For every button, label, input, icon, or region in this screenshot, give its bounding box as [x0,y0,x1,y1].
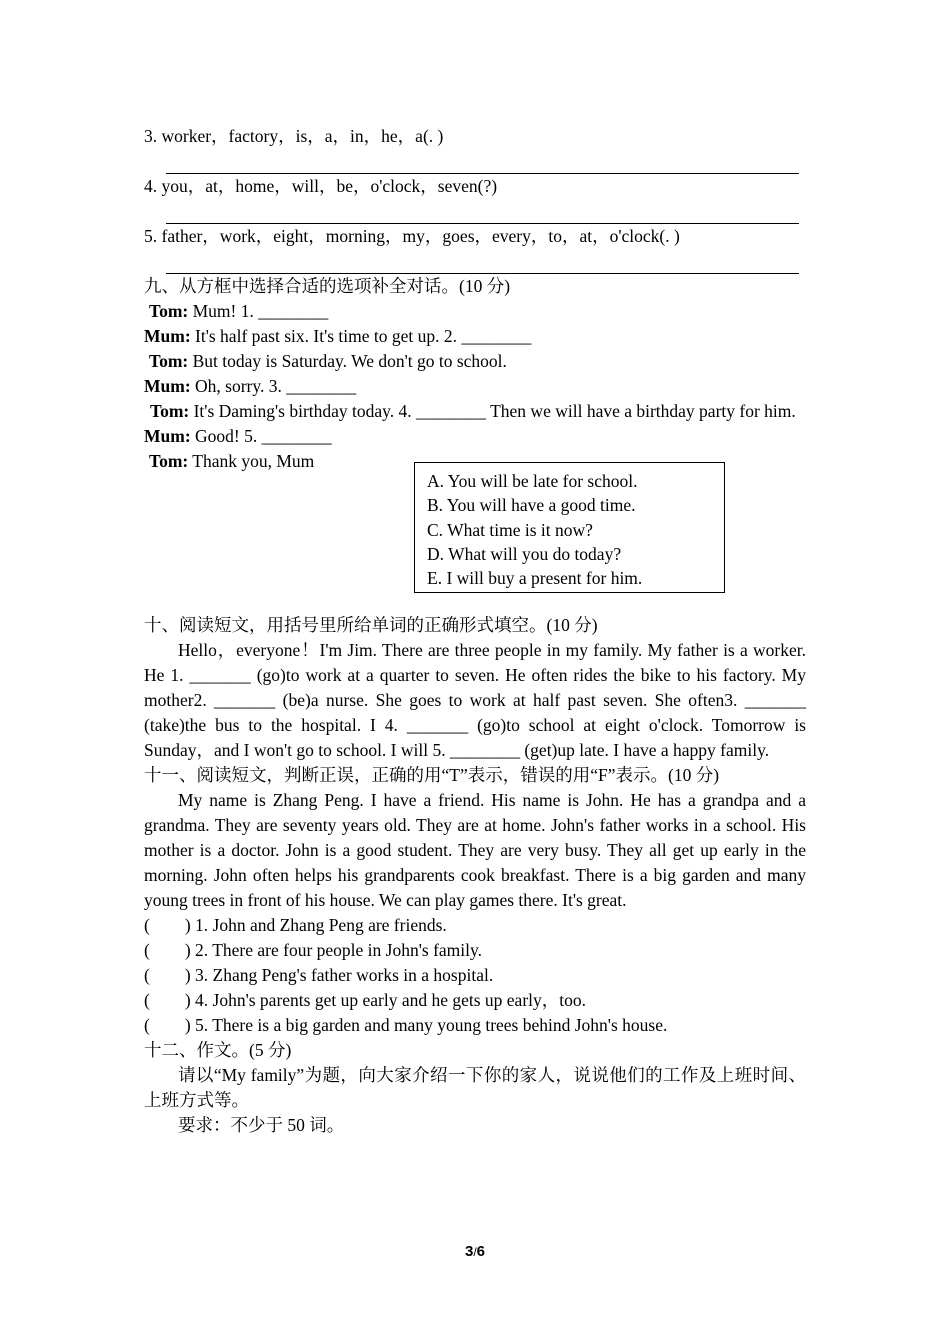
tf-item-1: ( ) 1. John and Zhang Peng are friends. [144,915,447,935]
exam-page [144,124,806,1138]
section12-prompt: 请以“My family”为题，向大家介绍一下你的家人，说说他们的工作及上班时间、上班方式等。 [144,1065,806,1110]
options-box [414,462,725,593]
option-d: D. What will you do today? [427,543,622,564]
section10-title: 十、阅读短文，用括号里所给单词的正确形式填空。(10 分) [144,615,598,635]
section10-passage: Hello，everyone！I'm Jim. There are three people in my family. My father is a worker. He 1. _______ (go)to work at a quarter to seven. He often rides the bike to his factory. My mother2. _______ (be)a nurse. She goes to work at half past seven. She often3. _______ (take)the bus to the hospital. I 4. _______ (go)to school at eight o'clock. Tomorrow is Sunday，and I won't go to school. I will 5. ________ (get)up late. I have a happy family. [144,640,806,760]
dialogue-line-3: Tom: But today is Saturday. We don't go to school. [149,351,507,371]
answer-line-q5[interactable] [166,249,799,274]
dialogue-line-4: Mum: Oh, sorry. 3. ________ [144,376,357,396]
answer-line-q4[interactable] [166,199,799,224]
tf-item-2: ( ) 2. There are four people in John's family. [144,940,482,960]
option-c: C. What time is it now? [427,519,593,540]
dialogue-line-1: Tom: Mum! 1. ________ [149,301,329,321]
tf-item-4: ( ) 4. John's parents get up early and he gets up early，too. [144,990,587,1010]
option-b: B. You will have a good time. [427,495,636,516]
answer-line-q3[interactable] [166,149,799,174]
section11-passage: My name is Zhang Peng. I have a friend. His name is John. He has a grandpa and a grandma. They are seventy years old. They are at home. John's father works in a school. His mother is a doctor. John is a good student. They are very busy. They all get up early in the morning. John often helps his grandparents cook breakfast. There is a big garden and many young trees in front of his house. We can play games there. It's great. [144,790,806,910]
reorder-q5: 5. father，work，eight，morning，my，goes，every，to，at，o'clock(. ) [144,226,680,246]
section11-title: 十一、阅读短文，判断正误，正确的用“T”表示，错误的用“F”表示。(10 分) [144,765,720,785]
page-number: 3/6 [464,1243,486,1260]
tf-item-3: ( ) 3. Zhang Peng's father works in a hospital. [144,965,494,985]
dialogue-line-2: Mum: It's half past six. It's time to get up. 2. ________ [144,326,532,346]
section12-title: 十二、作文。(5 分) [144,1040,292,1060]
dialogue-line-5: Tom: It's Daming's birthday today. 4. ________ Then we will have a birthday party for him. [150,401,796,421]
dialogue-line-6: Mum: Good! 5. ________ [144,426,332,446]
option-e: E. I will buy a present for him. [427,568,643,589]
section9-title: 九、从方框中选择合适的选项补全对话。(10 分) [144,276,511,296]
reorder-q4: 4. you，at，home，will，be，o'clock，seven(?) [144,176,498,196]
tf-item-5: ( ) 5. There is a big garden and many young trees behind John's house. [144,1015,668,1035]
section12-requirement: 要求：不少于 50 词。 [178,1115,345,1135]
dialogue-line-7: Tom: Thank you, Mum [149,451,315,471]
reorder-q3: 3. worker，factory，is，a，in，he，a(. ) [144,126,444,146]
option-a: A. You will be late for school. [427,471,638,491]
